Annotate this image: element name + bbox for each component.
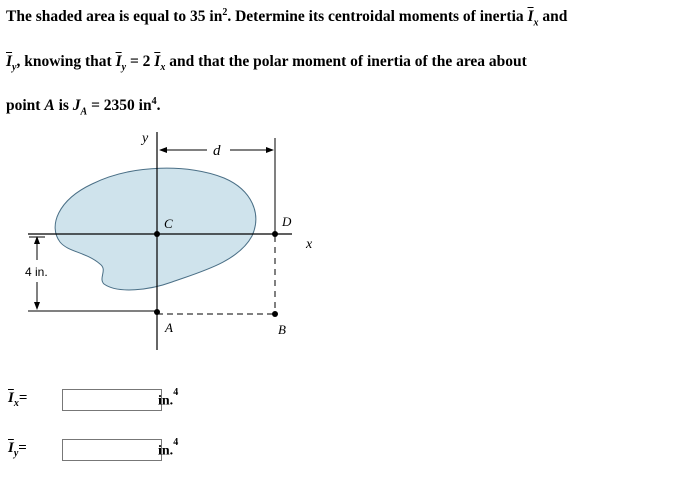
symbol-i-bar: $\overline{I}$ [8, 440, 14, 456]
equals-sign: = [18, 440, 27, 456]
answer-label-ix [8, 390, 27, 409]
symbol-i-bar: $\overline{I}$ [8, 390, 14, 406]
problem-text: is [58, 97, 69, 115]
label-d: D [282, 214, 292, 229]
equals-sign: = [18, 390, 28, 406]
unit-text: in. [158, 443, 174, 459]
ix-answer-input[interactable] [62, 389, 162, 411]
problem-text: and [542, 8, 568, 26]
subscript: y [12, 62, 17, 74]
problem-text: = 2 [129, 53, 151, 70]
point-a [154, 309, 160, 315]
subscript: x [160, 62, 166, 74]
unit-exponent: 4 [173, 387, 179, 398]
point-c [154, 231, 160, 237]
subscript: A [80, 106, 88, 118]
label-c: C [164, 216, 173, 231]
subscript: y [13, 448, 19, 459]
label-a: A [165, 320, 173, 335]
y-axis-label: y [142, 131, 149, 146]
shaded-area [55, 168, 256, 290]
symbol-a: A [44, 97, 55, 115]
problem-line-2 [6, 51, 527, 78]
answer-unit-iy [158, 437, 179, 460]
problem-text: point [6, 97, 41, 115]
point-b [272, 311, 278, 317]
subscript: x [13, 398, 19, 409]
symbol-i-bar: $\overline{I}$ [154, 53, 161, 70]
problem-text: = 2350 in [91, 97, 152, 115]
subscript: y [121, 62, 127, 74]
subscript: x [533, 17, 539, 29]
symbol-i-bar: $\overline{I}$ [6, 53, 13, 70]
dimension-arrow [34, 302, 40, 310]
dimension-arrow [159, 147, 167, 153]
problem-line-1 [6, 2, 567, 33]
problem-text: and that the polar moment of inertia of the area about [169, 53, 527, 70]
superscript: 4 [151, 96, 157, 107]
unit-text: in. [158, 393, 174, 409]
x-axis-label: x [306, 237, 313, 252]
problem-text: . Determine its centroidal moments of inertia [227, 8, 524, 26]
unit-exponent: 4 [173, 437, 179, 448]
dimension-4in-label: 4 in. [25, 265, 48, 279]
dimension-arrow [266, 147, 274, 153]
period: . [156, 97, 161, 115]
symbol-i-bar: $\overline{I}$ [527, 8, 534, 26]
dimension-d-label: d [213, 143, 221, 159]
answer-unit-ix [158, 387, 179, 410]
superscript: 2 [222, 7, 228, 18]
problem-text: The shaded area is equal to 35 in [6, 8, 223, 26]
answer-label-iy [8, 440, 27, 459]
symbol-j: J [72, 97, 81, 115]
point-d [272, 231, 278, 237]
iy-answer-input[interactable] [62, 439, 162, 461]
symbol-i-bar: $\overline{I}$ [115, 53, 122, 70]
problem-text: , knowing that [16, 53, 112, 70]
figure [0, 118, 697, 358]
label-b: B [278, 322, 286, 337]
